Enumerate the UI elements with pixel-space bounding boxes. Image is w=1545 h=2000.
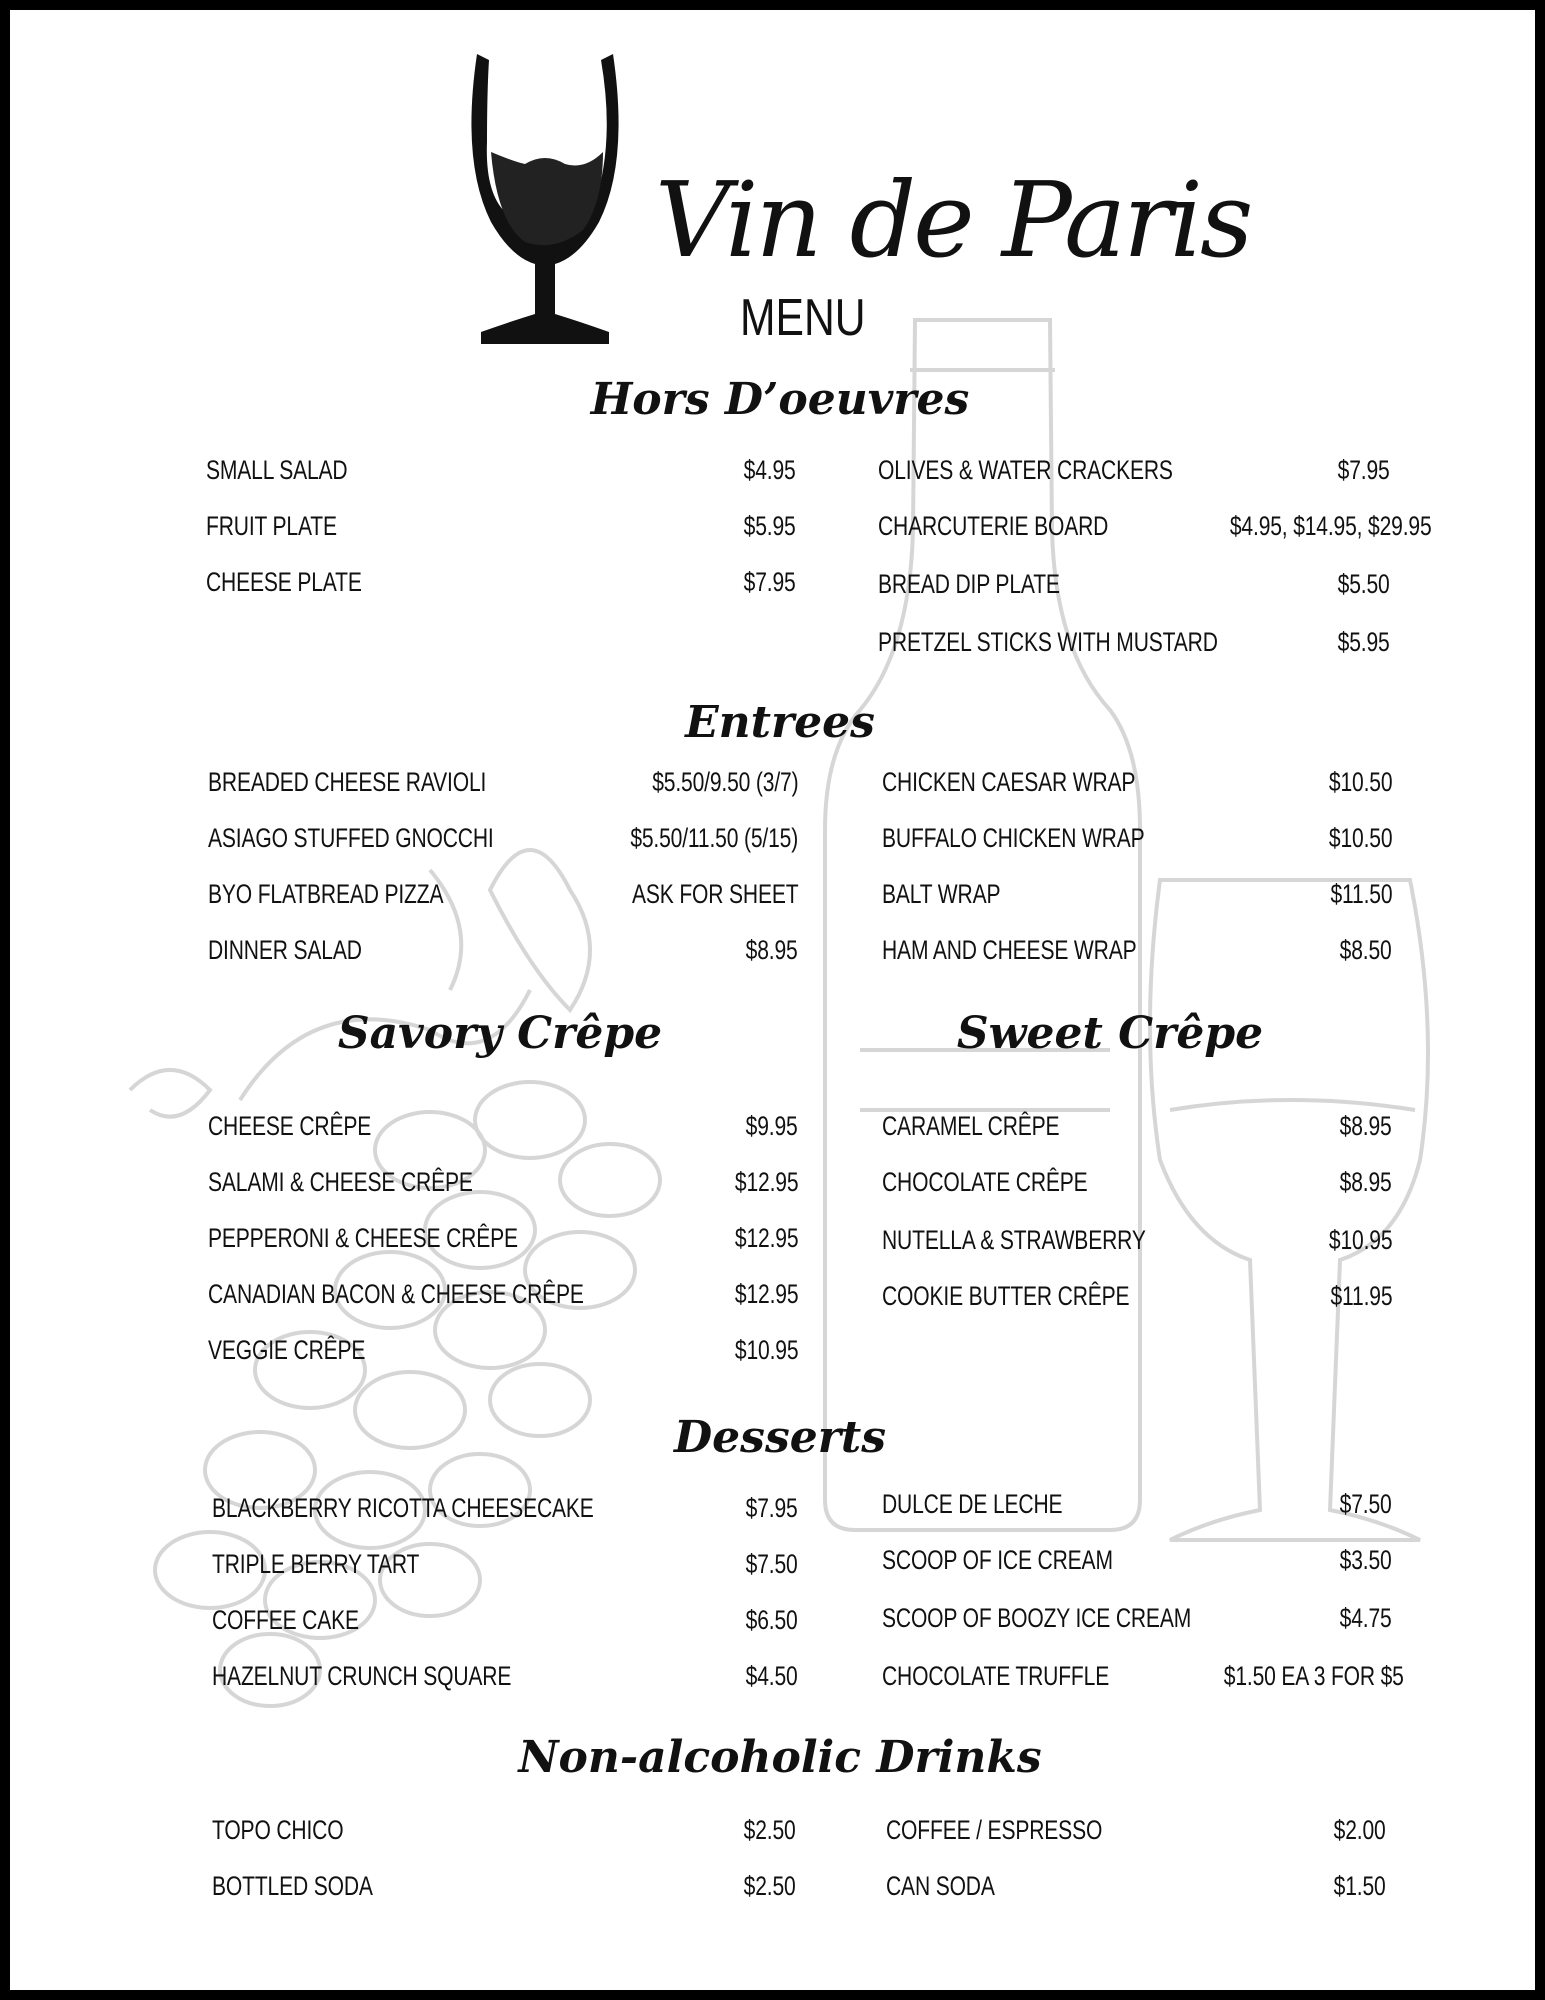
menu-item: [206, 450, 796, 490]
item-name: CHOCOLATE TRUFFLE: [882, 1661, 1110, 1691]
item-name: PEPPERONI & CHEESE CRÊPE: [208, 1223, 518, 1253]
menu-item: [208, 1274, 798, 1314]
item-name: PRETZEL STICKS WITH MUSTARD: [878, 627, 1218, 657]
item-price: $8.50: [1340, 935, 1392, 965]
menu-item: [882, 1276, 1392, 1316]
item-name: BUFFALO CHICKEN WRAP: [882, 823, 1145, 853]
menu-item: [878, 622, 1390, 662]
menu-item: [208, 1218, 798, 1258]
menu-item: [206, 506, 796, 546]
item-price: $12.95: [734, 1167, 798, 1197]
item-price: $11.95: [1330, 1281, 1392, 1311]
item-name: DULCE DE LECHE: [882, 1489, 1063, 1519]
item-name: BALT WRAP: [882, 879, 1001, 909]
item-price: $5.95: [1338, 627, 1390, 657]
item-name: CHOCOLATE CRÊPE: [882, 1167, 1088, 1197]
item-name: DINNER SALAD: [208, 935, 362, 965]
item-price: $2.50: [744, 1871, 796, 1901]
menu-item: [208, 818, 798, 858]
item-price: $1.50 EA 3 FOR $5: [1223, 1661, 1404, 1691]
menu-item: [882, 1484, 1392, 1524]
item-price: $8.95: [1340, 1111, 1392, 1141]
menu-item: [208, 1162, 798, 1202]
item-name: CANADIAN BACON & CHEESE CRÊPE: [208, 1279, 584, 1309]
item-name: CHEESE CRÊPE: [208, 1111, 372, 1141]
menu-item: [882, 1106, 1392, 1146]
menu-item: [208, 874, 798, 914]
menu-item: [212, 1544, 798, 1584]
menu-item: [208, 762, 798, 802]
menu-item: [882, 1656, 1404, 1696]
item-name: BOTTLED SODA: [212, 1871, 373, 1901]
menu-item: [882, 1598, 1392, 1638]
item-name: ASIAGO STUFFED GNOCCHI: [208, 823, 494, 853]
brand-name: Vin de Paris: [655, 159, 1251, 281]
item-name: TOPO CHICO: [212, 1815, 344, 1845]
item-price: $4.50: [746, 1661, 798, 1691]
item-name: CARAMEL CRÊPE: [882, 1111, 1060, 1141]
item-name: SALAMI & CHEESE CRÊPE: [208, 1167, 473, 1197]
item-name: CHARCUTERIE BOARD: [878, 511, 1109, 541]
item-price: $4.75: [1340, 1603, 1392, 1633]
item-price: $7.95: [1338, 455, 1390, 485]
item-name: COFFEE CAKE: [212, 1605, 359, 1635]
item-name: COFFEE / ESPRESSO: [886, 1815, 1103, 1845]
menu-item: [212, 1810, 796, 1850]
item-price: $7.95: [746, 1493, 798, 1523]
section-heading-savory-crepe: Savory Crêpe: [337, 1008, 663, 1059]
item-price: $10.95: [1328, 1225, 1392, 1255]
menu-item: [212, 1600, 798, 1640]
menu-item: [208, 1106, 798, 1146]
menu-item: [206, 562, 796, 602]
item-name: FRUIT PLATE: [206, 511, 337, 541]
menu-item: [882, 1220, 1392, 1260]
item-name: CHICKEN CAESAR WRAP: [882, 767, 1136, 797]
item-name: BYO FLATBREAD PIZZA: [208, 879, 444, 909]
item-price: $7.50: [746, 1549, 798, 1579]
item-price: $7.50: [1340, 1489, 1392, 1519]
menu-item: [882, 930, 1392, 970]
item-price: $4.95, $14.95, $29.95: [1230, 511, 1432, 541]
item-price: $10.50: [1328, 767, 1392, 797]
item-price: $5.95: [744, 511, 796, 541]
item-price: $8.95: [1340, 1167, 1392, 1197]
item-name: COOKIE BUTTER CRÊPE: [882, 1281, 1130, 1311]
wine-glass-logo-icon: [465, 52, 625, 352]
item-name: SCOOP OF BOOZY ICE CREAM: [882, 1603, 1192, 1633]
item-price: $12.95: [734, 1279, 798, 1309]
item-name: HAZELNUT CRUNCH SQUARE: [212, 1661, 512, 1691]
item-name: BREAD DIP PLATE: [878, 569, 1060, 599]
menu-item: [882, 1540, 1392, 1580]
item-price: $5.50/11.50 (5/15): [630, 823, 798, 853]
menu-item: [212, 1656, 798, 1696]
menu-item: [882, 874, 1392, 914]
item-price: $5.50/9.50 (3/7): [651, 767, 798, 797]
menu-item: [886, 1866, 1386, 1906]
item-price: $9.95: [746, 1111, 798, 1141]
item-price: ASK FOR SHEET: [631, 879, 798, 909]
menu-item: [878, 564, 1390, 604]
item-price: $5.50: [1338, 569, 1390, 599]
section-heading-desserts: Desserts: [674, 1412, 886, 1463]
menu-page: [10, 10, 1535, 1990]
item-name: SMALL SALAD: [206, 455, 348, 485]
menu-item: [878, 450, 1390, 490]
item-price: $4.95: [744, 455, 796, 485]
menu-item: [212, 1488, 798, 1528]
menu-subtitle: MENU: [740, 289, 866, 347]
item-price: $6.50: [746, 1605, 798, 1635]
item-price: $3.50: [1340, 1545, 1392, 1575]
item-name: NUTELLA & STRAWBERRY: [882, 1225, 1146, 1255]
section-heading-sweet-crepe: Sweet Crêpe: [956, 1008, 1264, 1059]
item-name: SCOOP OF ICE CREAM: [882, 1545, 1113, 1575]
item-price: $11.50: [1330, 879, 1392, 909]
item-name: CAN SODA: [886, 1871, 995, 1901]
item-price: $2.50: [744, 1815, 796, 1845]
item-name: TRIPLE BERRY TART: [212, 1549, 420, 1579]
menu-item: [878, 506, 1432, 546]
item-price: $12.95: [734, 1223, 798, 1253]
menu-item: [882, 1162, 1392, 1202]
item-name: CHEESE PLATE: [206, 567, 362, 597]
item-name: OLIVES & WATER CRACKERS: [878, 455, 1173, 485]
item-name: BLACKBERRY RICOTTA CHEESECAKE: [212, 1493, 594, 1523]
item-price: $10.50: [1328, 823, 1392, 853]
item-price: $10.95: [734, 1335, 798, 1365]
item-price: $2.00: [1334, 1815, 1386, 1845]
menu-item: [208, 1330, 798, 1370]
menu-item: [882, 762, 1392, 802]
menu-item: [886, 1810, 1386, 1850]
item-name: BREADED CHEESE RAVIOLI: [208, 767, 487, 797]
section-heading-hors-doeuvres: Hors D’oeuvres: [590, 374, 970, 425]
item-price: $1.50: [1334, 1871, 1386, 1901]
section-heading-non-alcoholic-drinks: Non-alcoholic Drinks: [518, 1732, 1042, 1783]
item-name: HAM AND CHEESE WRAP: [882, 935, 1137, 965]
menu-item: [208, 930, 798, 970]
menu-item: [882, 818, 1392, 858]
item-name: VEGGIE CRÊPE: [208, 1335, 366, 1365]
item-price: $8.95: [746, 935, 798, 965]
menu-item: [212, 1866, 796, 1906]
section-heading-entrees: Entrees: [685, 697, 875, 748]
item-price: $7.95: [744, 567, 796, 597]
